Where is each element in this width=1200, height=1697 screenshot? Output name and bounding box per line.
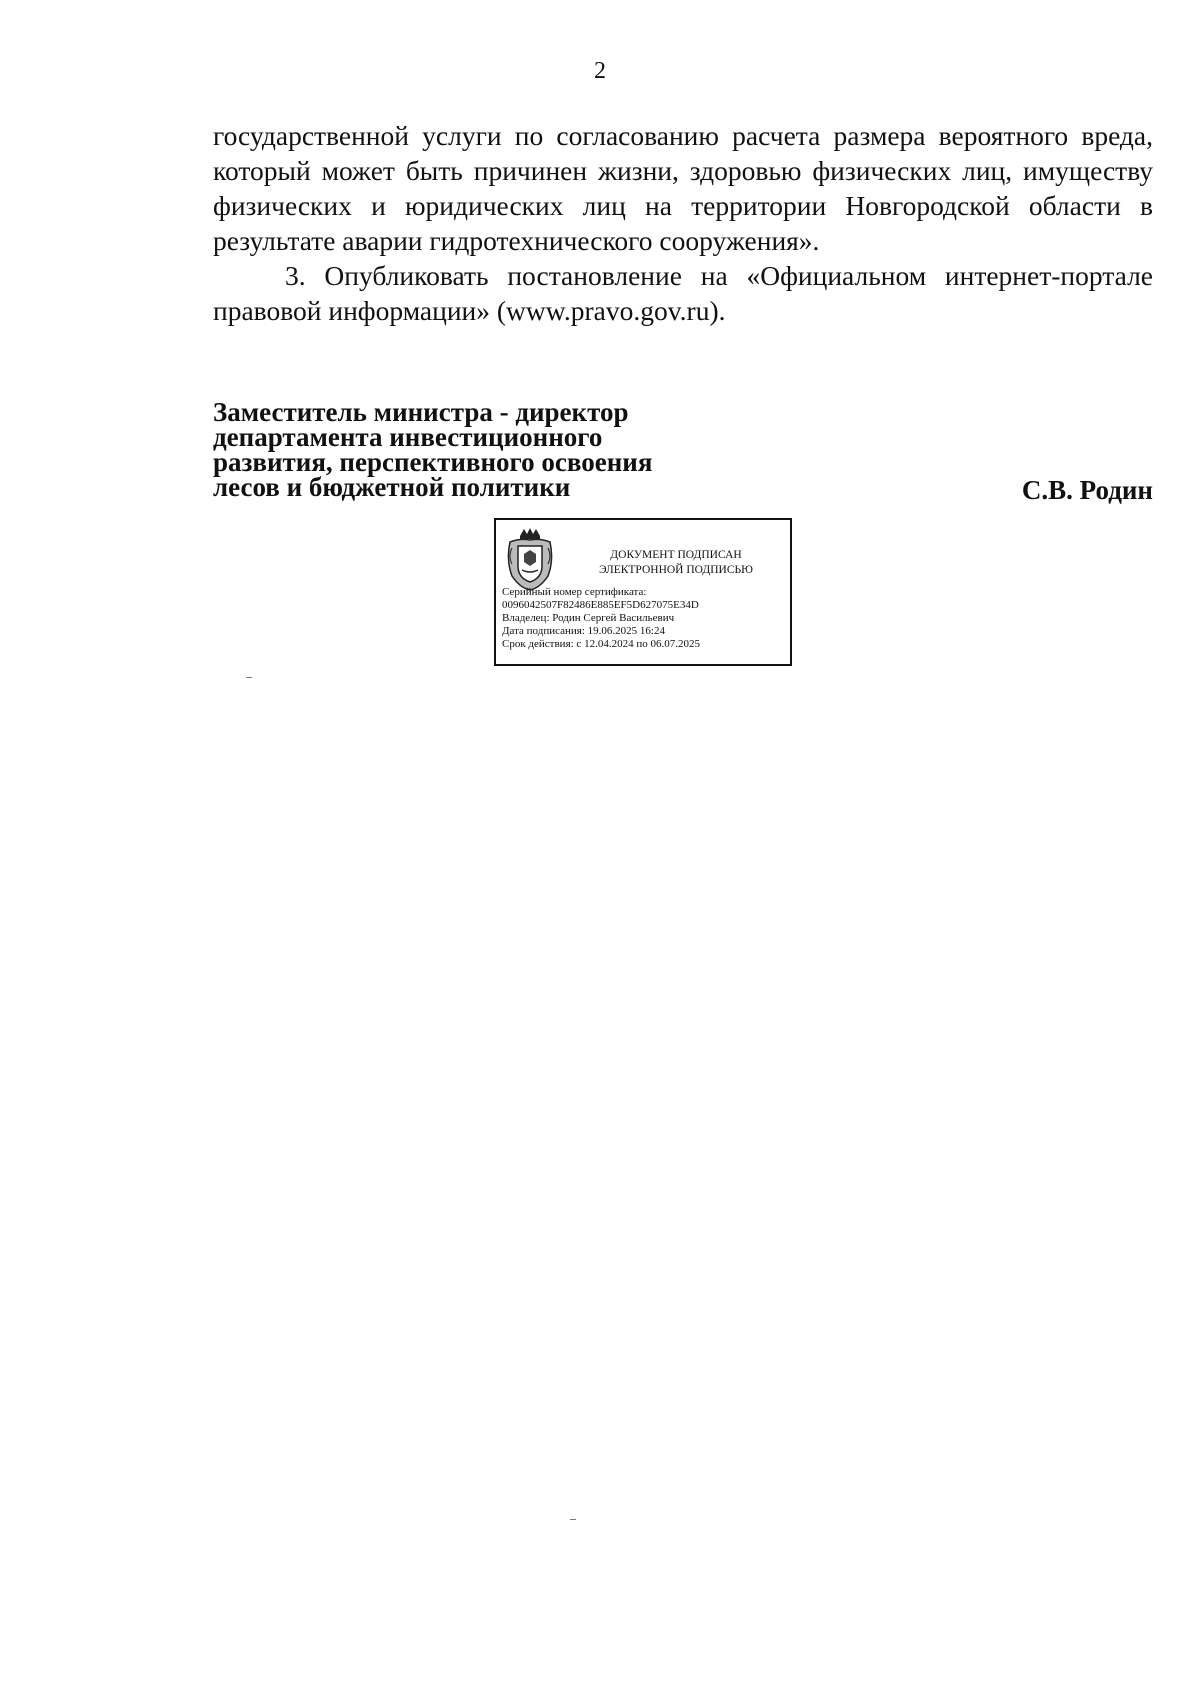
stamp-heading xyxy=(566,548,786,578)
paragraph-continuation: государственной услуги по согласованию расчета размера вероятного вреда, который может быть причинен жизни, здоровью физических лиц, имуществу физических и юридических лиц на территории Новгородской области в результате аварии гидротехнического сооружения». xyxy=(213,120,1153,256)
signer-name: С.В. Родин xyxy=(1021,475,1153,505)
scan-artifact xyxy=(246,677,252,678)
electronic-signature-stamp xyxy=(494,518,792,666)
stamp-heading-line: ЭЛЕКТРОННОЙ ПОДПИСЬЮ xyxy=(599,564,753,576)
body-text xyxy=(213,118,1153,328)
signer-title-line: Заместитель министра - директор xyxy=(213,397,629,427)
paragraph-item-3: 3. Опубликовать постановление на «Официальном интернет-портале правовой информации» (www.pravo.gov.ru). xyxy=(213,260,1153,326)
signer-title-line: лесов и бюджетной политики xyxy=(213,472,571,502)
signing-date: Дата подписания: 19.06.2025 16:24 xyxy=(502,625,665,637)
coat-of-arms-icon xyxy=(504,526,556,592)
certificate-owner: Владелец: Родин Сергей Васильевич xyxy=(502,612,675,624)
signer-title-line: департамента инвестиционного xyxy=(213,422,603,452)
signer-title-line: развития, перспективного освоения xyxy=(213,447,653,477)
page-number: 2 xyxy=(594,58,606,84)
signer-title xyxy=(213,397,653,502)
scan-artifact xyxy=(570,1519,576,1520)
certificate-serial-label: Серийный номер сертификата: xyxy=(502,586,647,598)
certificate-serial-number: 0096042507F82486E885EF5D627075E34D xyxy=(502,599,699,611)
stamp-heading-line: ДОКУМЕНТ ПОДПИСАН xyxy=(610,549,742,561)
stamp-details xyxy=(502,586,788,651)
certificate-validity: Срок действия: с 12.04.2024 по 06.07.2025 xyxy=(502,638,700,650)
